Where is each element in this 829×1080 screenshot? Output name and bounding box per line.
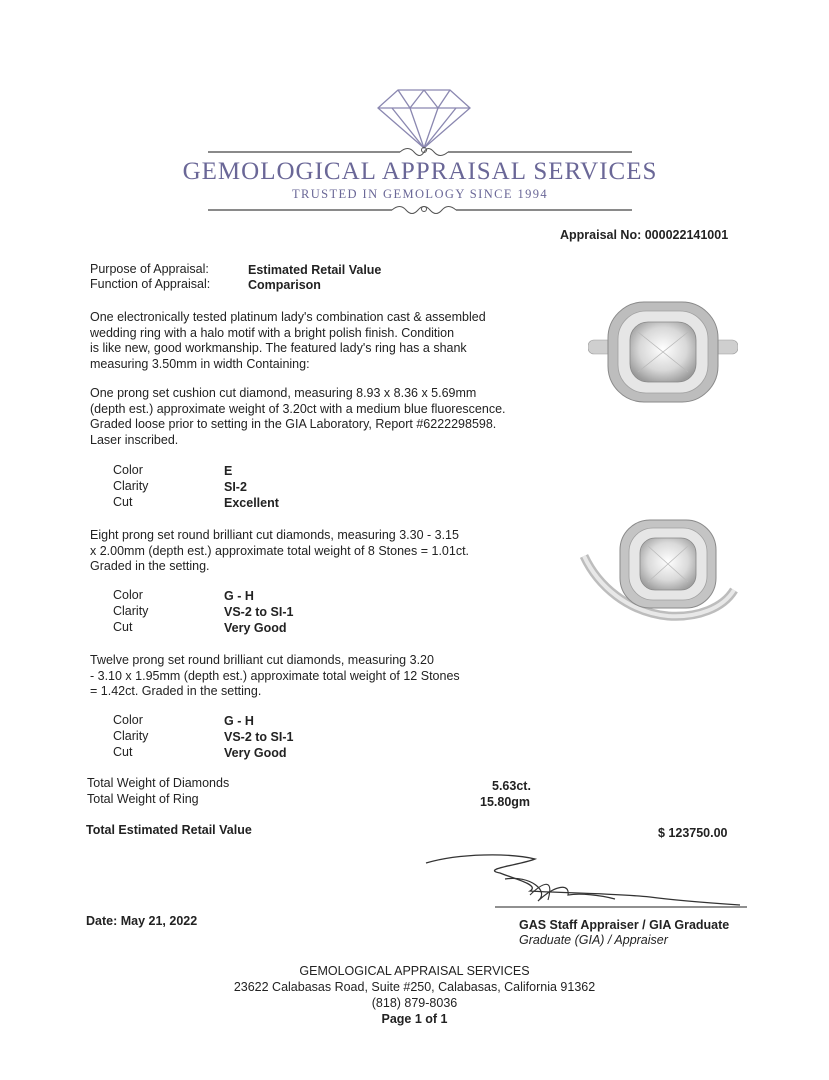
total-diamonds-value: 5.63ct. [492,779,531,793]
stone-line: Graded in the setting. [90,559,210,573]
clarity-value: VS-2 to SI-1 [224,605,294,619]
clarity-label: Clarity [113,729,149,743]
purpose-label: Purpose of Appraisal: [90,262,209,276]
page-number: Page 1 of 1 [381,1012,448,1026]
stone-line: Eight prong set round brilliant cut diamonds, measuring 3.30 - 3.15 [90,528,459,542]
cut-label: Cut [113,495,133,509]
total-ring-value: 15.80gm [480,795,531,809]
total-diamonds-label: Total Weight of Diamonds [87,776,230,790]
description-line: wedding ring with a halo motif with a bright polish finish. Condition [90,325,455,340]
appraisal-date: Date: May 21, 2022 [86,914,198,928]
ring-description [90,310,486,372]
total-ring-label: Total Weight of Ring [87,792,199,806]
stone-line: Laser inscribed. [90,432,179,447]
cut-value: Excellent [224,496,279,510]
center-stone-description [90,386,506,448]
clarity-label: Clarity [113,604,149,618]
halo-stones-description [90,528,469,575]
signature-graphic [410,845,750,915]
stone-line: (depth est.) approximate weight of 3.20ct with a medium blue fluorescence. [90,401,506,416]
clarity-value: SI-2 [224,480,247,494]
stone-line: = 1.42ct. Graded in the setting. [90,684,262,698]
stone-line: Twelve prong set round brilliant cut diamonds, measuring 3.20 [90,653,434,667]
color-value: E [224,464,233,478]
shank-stones-description [90,653,460,700]
cut-label: Cut [113,745,133,759]
cut-value: Very Good [224,621,287,635]
ring-angled-view-image [578,516,738,626]
cut-label: Cut [113,620,133,634]
clarity-label: Clarity [113,479,149,493]
appraisal-number: Appraisal No: 000022141001 [560,228,729,242]
stone-line: One prong set cushion cut diamond, measuring 8.93 x 8.36 x 5.69mm [90,386,477,400]
footer [0,963,829,1027]
company-name: GEMOLOGICAL APPRAISAL SERVICES [182,158,658,185]
cut-value: Very Good [224,746,287,760]
total-retail-label: Total Estimated Retail Value [86,823,252,837]
description-line: measuring 3.50mm in width Containing: [90,356,310,371]
color-label: Color [113,713,143,727]
footer-company: GEMOLOGICAL APPRAISAL SERVICES [299,964,530,978]
color-value: G - H [224,589,254,603]
diamond-logo-icon [378,90,470,148]
purpose-value: Estimated Retail Value [248,263,382,277]
appraiser-title: GAS Staff Appraiser / GIA Graduate [519,918,730,932]
ring-top-view-image [588,296,738,406]
footer-address: 23622 Calabasas Road, Suite #250, Calabasas, California 91362 [233,980,596,994]
description-line: is like new, good workmanship. The featured lady's ring has a shank [90,341,467,355]
footer-phone: (818) 879-8036 [371,996,458,1010]
stone-line: - 3.10 x 1.95mm (depth est.) approximate total weight of 12 Stones [90,668,460,683]
color-label: Color [113,463,143,477]
description-line: One electronically tested platinum lady's combination cast & assembled [90,310,486,324]
total-retail-value: $ 123750.00 [658,826,728,840]
clarity-value: VS-2 to SI-1 [224,730,294,744]
function-value: Comparison [248,278,321,292]
function-label: Function of Appraisal: [90,277,211,291]
bottom-flourish-icon [392,207,456,214]
stone-line: x 2.00mm (depth est.) approximate total weight of 8 Stones = 1.01ct. [90,543,470,558]
company-tagline: TRUSTED IN GEMOLOGY SINCE 1994 [291,187,549,201]
color-value: G - H [224,714,254,728]
color-label: Color [113,588,143,602]
stone-line: Graded loose prior to setting in the GIA Laboratory, Report #6222298598. [90,417,497,431]
appraiser-subtitle: Graduate (GIA) / Appraiser [519,933,668,947]
